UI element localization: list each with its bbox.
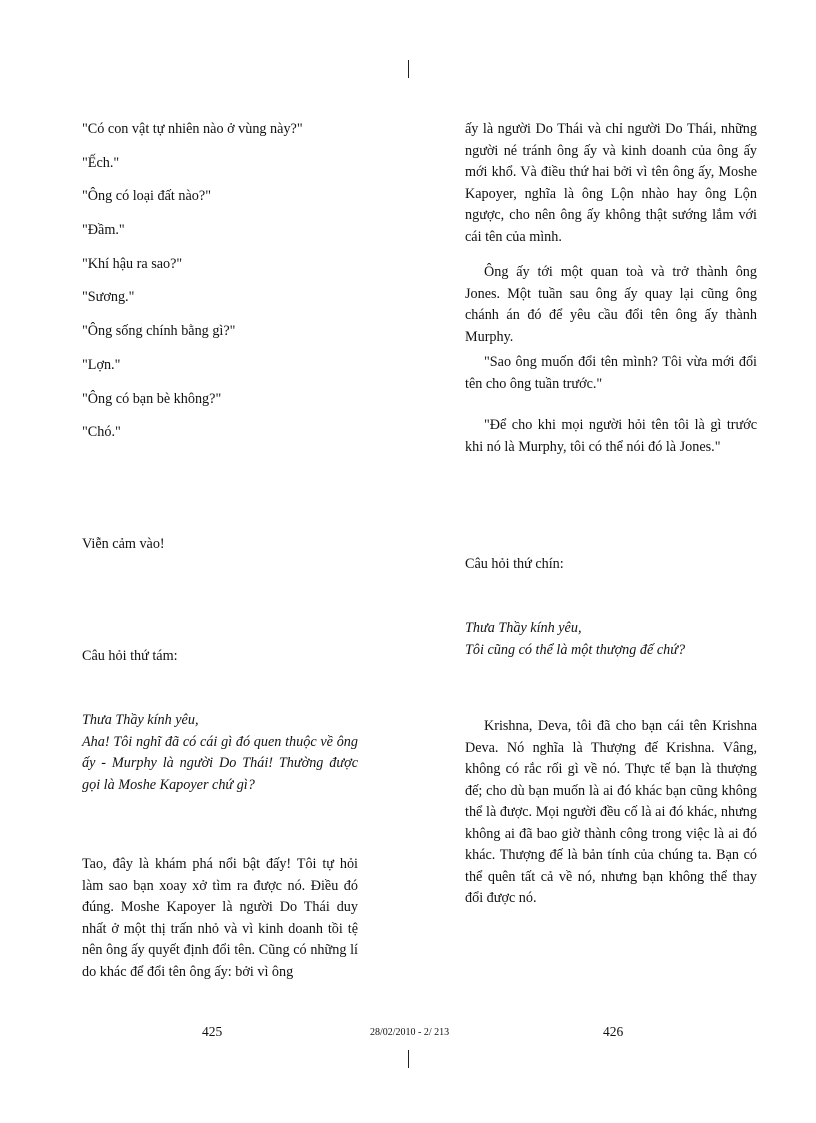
dialogue-line: "Khí hậu ra sao?" — [82, 255, 183, 272]
dialogue-line: "Ông có bạn bè không?" — [82, 390, 222, 407]
question-9-body: Tôi cũng có thể là một thượng đế chứ? — [465, 641, 686, 658]
top-center-tick — [408, 60, 409, 78]
question-8-block — [82, 710, 358, 796]
dialogue-line: "Chó." — [82, 424, 121, 441]
dialogue-line: "Ông sống chính bằng gì?" — [82, 323, 236, 340]
answer-9-text: Krishna, Deva, tôi đã cho bạn cái tên Krishna Deva. Nó nghĩa là Thượng đế Krishna. Vâng, không có rắc rối gì về nó. Thực tế bạn là thượng đế; cho dù bạn muốn là ai đó khác bạn cũng không thể là được. Mọi người đều cố là ai đó khác, nhưng không ai đã bao giờ thành công trong việc là ai đó khác. Thượng đế là bản tính của chúng ta. Bạn có thể quên tất cả về nó, nhưng bạn không thể thay đổi được nó. — [465, 718, 757, 906]
dialogue-line: "Đầm." — [82, 222, 125, 239]
left-page-number: 425 — [202, 1024, 223, 1039]
question-8-heading: Câu hỏi thứ tám: — [82, 648, 178, 664]
right-page-para4: "Để cho khi mọi người hỏi tên tôi là gì trước khi nó là Murphy, tôi có thể nói đó là Jones." — [465, 417, 757, 455]
dialogue-line: "Ếch." — [82, 154, 120, 171]
left-page-dialogue — [82, 119, 358, 456]
dialogue-line: "Lợn." — [82, 356, 121, 373]
closing-line: Viễn cảm vào! — [82, 536, 165, 552]
question-9-heading: Câu hỏi thứ chín: — [465, 556, 564, 572]
footer-stamp: 28/02/2010 - 2/ 213 — [370, 1027, 450, 1038]
answer-8-text: Tao, đây là khám phá nổi bật đấy! Tôi tự hỏi làm sao bạn xoay xở tìm ra được nó. Điều đó đúng. Moshe Kapoyer là người Do Thái duy nhất ở một thị trấn nhỏ và vì kinh doanh tồi tệ nên ông ấy quyết định đổi tên. Cũng có những lí do khác để đổi tên ông ấy: bởi vì ông — [82, 856, 358, 980]
right-page-para1: ấy là người Do Thái và chỉ người Do Thái, những người né tránh ông ấy và kinh doanh của ông ấy mới khổ. Và điều thứ hai bởi vì tên ông ấy, Moshe Kapoyer, nghĩa là ông Lộn nhào hay ông Lộn ngược, cho nên ông ấy không thật sướng lắm với cái tên của mình. — [465, 121, 757, 245]
right-page-para2: Ông ấy tới một quan toà và trở thành ông Jones. Một tuần sau ông ấy quay lại cũng ông chánh án đó để yêu cầu đổi tên ông ấy thành Murphy. — [465, 264, 757, 345]
question-9-salutation: Thưa Thầy kính yêu, — [465, 620, 582, 636]
dialogue-line: "Sương." — [82, 289, 135, 306]
right-page-number: 426 — [603, 1024, 624, 1039]
right-page-para3: "Sao ông muốn đổi tên mình? Tôi vừa mới đổi tên cho ông tuần trước." — [465, 354, 757, 392]
dialogue-line: "Có con vật tự nhiên nào ở vùng này?" — [82, 121, 303, 137]
question-8-salutation: Thưa Thầy kính yêu, — [82, 712, 199, 728]
question-9-block — [465, 618, 757, 661]
dialogue-line: "Ông có loại đất nào?" — [82, 188, 211, 205]
bottom-center-tick — [408, 1050, 409, 1068]
question-8-body: Aha! Tôi nghĩ đã có cái gì đó quen thuộc về ông ấy - Murphy là người Do Thái! Thường được gọi là Moshe Kapoyer chứ gì? — [82, 733, 358, 793]
